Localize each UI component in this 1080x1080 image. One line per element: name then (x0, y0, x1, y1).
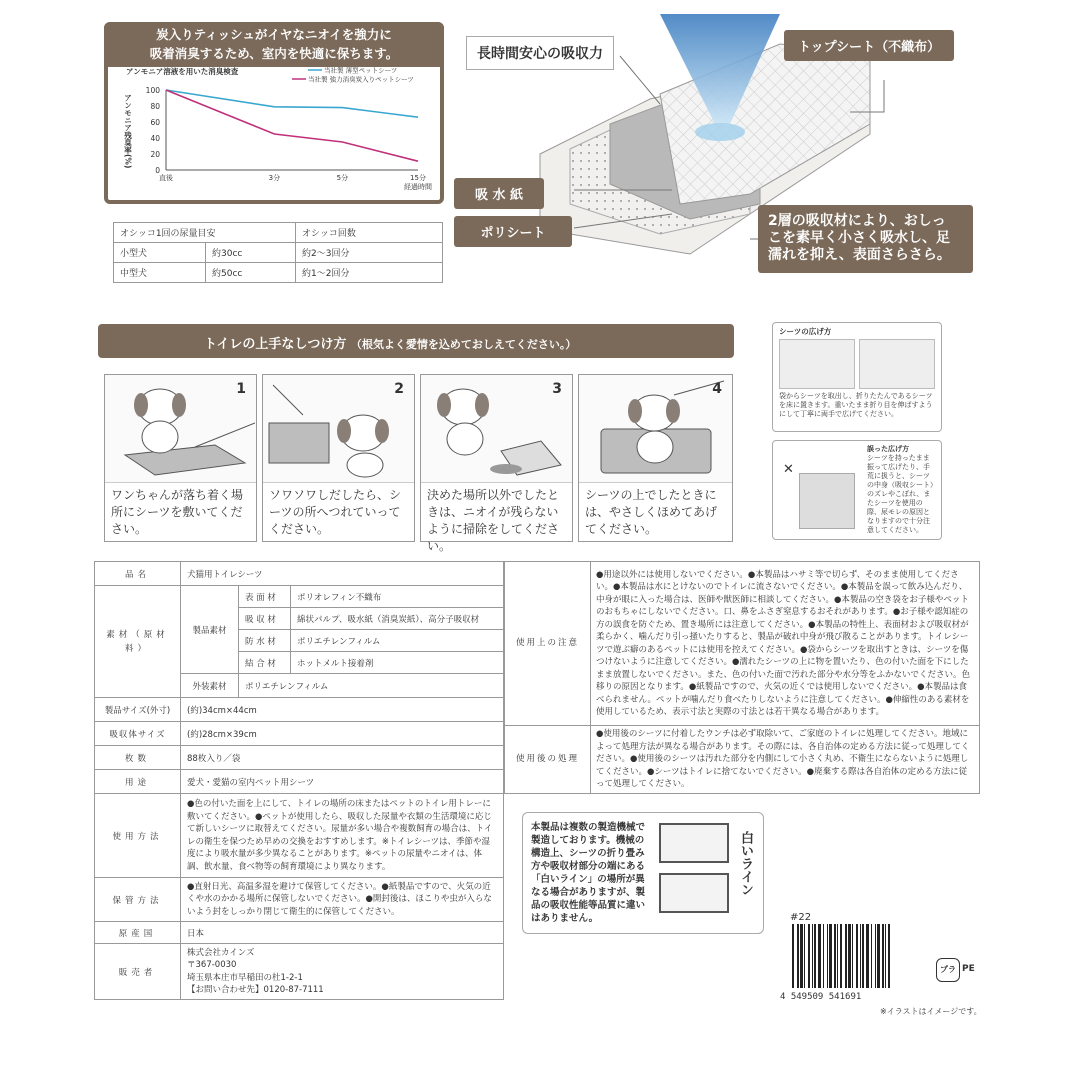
wrong-spread-guide (772, 440, 942, 540)
barcode-bar (834, 924, 836, 988)
table-row (95, 878, 504, 922)
table-row (114, 263, 443, 283)
absorbent-paper-label: 吸 水 紙 (454, 178, 544, 209)
spec-value: 犬猫用トイレシーツ (181, 562, 504, 586)
barcode-bar (860, 924, 861, 988)
seller-line: 株式会社カインズ (187, 947, 255, 958)
wrong-title: 誤った広げ方 (867, 445, 909, 453)
two-layer-line1: 2層の吸収材により、おしっ (768, 213, 946, 229)
absorb-label: 長時間安心の吸収力 (466, 36, 614, 70)
material-label: 結 合 材 (239, 652, 291, 674)
dog-illustration-icon (579, 375, 729, 481)
top-sheet-label: トップシート（不織布） (784, 30, 954, 61)
barcode-bar (888, 924, 890, 988)
spread-title: シーツの広げ方 (779, 327, 832, 336)
table-row (505, 726, 980, 794)
table-row (95, 586, 504, 608)
spec-value: 88枚入り／袋 (181, 746, 504, 770)
barcode-bar (804, 924, 805, 988)
material-label: 表 面 材 (239, 586, 291, 608)
barcode-bar (829, 924, 832, 988)
notes-label: 使用上の注意 (505, 562, 591, 726)
dog-illustration-icon (421, 375, 571, 481)
barcode-bar (840, 924, 842, 988)
spec-label: 原産国 (95, 922, 181, 944)
material-value: ポリオレフィン不織布 (291, 586, 504, 608)
barcode-bar (875, 924, 876, 988)
sheet-icon (659, 873, 729, 913)
barcode-bar (812, 924, 813, 988)
spread-text: 袋からシーツを取出し、折りたたんであるシーツを床に置きます。重いたまま折り目を伸ばすようにして丁寧に両手で広げてください。 (779, 392, 933, 418)
x-tick-label: 15分 (410, 174, 426, 182)
sheet-icon (659, 823, 729, 863)
barcode-icon (790, 924, 892, 990)
urine-cell: 小型犬 (114, 243, 206, 263)
two-layer-line2: こを素早く小さく吸水し、足 (768, 230, 950, 246)
spec-value: ●色の付いた面を上にして、トイレの場所の床またはペットのトイレ用トレーに敷いてください。●ペットが使用したら、吸収した尿量や衣類の生活環境に応じて新しいシーツに取替えてください。尿量が多い場合や複数飼育の場合は、トイレの衛生を保つため早めの交換をおすすめします。※トイレシーツは、季節や湿度により吸水量が多少異なることがあります。※ペットの尿量やニオイは、体調、飲水量、食べ物等の飼育環境により異なります。 (181, 794, 504, 878)
step-text: ワンちゃんが落ち着く場所にシーツを敷いてください。 (111, 488, 244, 536)
barcode-bar (852, 924, 853, 988)
y-tick-label: 80 (150, 102, 160, 111)
spec-value: ●直射日光、高温多湿を避けて保管してください。●紙製品ですので、火気の近くや水のかかる場所に保管しないでください。●開封後は、ほこりや虫が入らないよう封をしっかり閉じて衛生的に保管してください。 (181, 878, 504, 922)
training-step-3 (420, 374, 573, 553)
material-value: ポリエチレンフィルム (291, 630, 504, 652)
barcode-bar (800, 924, 803, 988)
table-row (95, 770, 504, 794)
urine-header-count: オシッコ回数 (296, 223, 443, 243)
table-row (95, 698, 504, 722)
barcode-bar (797, 924, 799, 988)
seller-line: 埼玉県本庄市早稲田の杜1-2-1 (187, 972, 303, 983)
notes-label: 使用後の処理 (505, 726, 591, 794)
dog-illustration-icon (263, 375, 413, 481)
barcode-number: 4 549509 541691 (780, 992, 862, 1002)
deodorant-chart (108, 60, 440, 200)
wrong-illustration-icon (799, 473, 855, 529)
step-text: 決めた場所以外でしたときは、ニオイが残らないように掃除をしてください。 (427, 488, 560, 553)
white-line-text: 本製品は複数の製造機械で製造しております。機械の構造上、シーツの折り畳み方や吸収材部分の端にある「白いライン」の場所が異なる場合がありますが、製品の吸収性能等品質に違いはありません。 (531, 822, 646, 924)
notes-table (504, 561, 980, 794)
spec-value: (約)28cm×39cm (181, 722, 504, 746)
urine-cell: 中型犬 (114, 263, 206, 283)
recycle-label: PE (962, 964, 975, 974)
material-value: 綿状パルプ、吸水紙（消臭炭紙）、高分子吸収材 (291, 608, 504, 630)
barcode-bar (866, 924, 869, 988)
urine-cell: 約50cc (206, 263, 296, 283)
barcode-bar (808, 924, 810, 988)
x-axis-suffix: 経過時間 (404, 183, 432, 191)
legend-entry: 当社製 薄型ペットシーツ (324, 66, 398, 75)
spec-label: 保管方法 (95, 878, 181, 922)
urine-cell: 約1〜2回分 (296, 263, 443, 283)
training-title-main: トイレの上手なしつけ方 (204, 337, 347, 352)
spec-value: 日本 (181, 922, 504, 944)
barcode-bar (818, 924, 821, 988)
spread-guide (772, 322, 942, 432)
dog-illustration-icon (105, 375, 255, 481)
material-value: ホットメルト接着剤 (291, 652, 504, 674)
urine-header-amount: オシッコ1回の尿量目安 (114, 223, 296, 243)
chart-title: アンモニア溶液を用いた消臭検査 (126, 67, 239, 76)
chart-banner-line1: 炭入りティッシュがイヤなニオイを強力に (156, 27, 392, 42)
table-row (95, 722, 504, 746)
spec-label: 素材（原材料） (95, 586, 181, 698)
y-tick-label: 40 (150, 134, 160, 143)
spec-label: 用途 (95, 770, 181, 794)
step-number: 2 (394, 381, 404, 397)
barcode-bar (827, 924, 828, 988)
barcode-bar (792, 924, 794, 988)
y-tick-label: 0 (155, 166, 160, 175)
product-code: #22 (790, 912, 812, 923)
training-step-2 (262, 374, 415, 542)
spec-label: 使用方法 (95, 794, 181, 878)
y-tick-label: 20 (150, 150, 160, 159)
y-tick-label: 100 (145, 86, 160, 95)
y-tick-label: 60 (150, 118, 160, 127)
step-illustration (105, 375, 256, 483)
training-subtitle: （根気よく愛情を込めておしえてください。） (350, 338, 577, 351)
spec-label: 吸収体サイズ (95, 722, 181, 746)
spec-value: ポリエチレンフィルム (239, 674, 504, 698)
barcode-bar (848, 924, 851, 988)
step-number: 4 (712, 381, 722, 397)
training-step-1 (104, 374, 257, 542)
barcode-bar (856, 924, 858, 988)
x-tick-label: 3分 (268, 174, 281, 182)
step-number: 3 (552, 381, 562, 397)
two-layer-box (758, 205, 973, 273)
step-text: シーツの上でしたときには、やさしくほめてあげてください。 (585, 488, 718, 536)
barcode-bar (862, 924, 864, 988)
barcode-bar (814, 924, 816, 988)
table-row (95, 562, 504, 586)
table-row (114, 243, 443, 263)
wrong-mark: ✕ (783, 462, 794, 477)
step-number: 1 (236, 381, 246, 397)
chart-banner-line2: 吸着消臭するため、室内を快適に保ちます。 (149, 46, 399, 61)
y-axis-label: アンモニア残臭率(%) (123, 94, 133, 169)
series-line (166, 90, 418, 117)
step-illustration (579, 375, 732, 483)
step-text: ソワソワしだしたら、シーツの所へつれていってください。 (269, 488, 402, 536)
barcode-bar (823, 924, 824, 988)
step-illustration (421, 375, 572, 483)
table-row (95, 746, 504, 770)
material-label: 防 水 材 (239, 630, 291, 652)
seller-line: 【お問い合わせ先】0120-87-7111 (187, 985, 324, 995)
spec-label: 製品サイズ(外寸) (95, 698, 181, 722)
spec-value: 愛犬・愛猫の室内ペット用シーツ (181, 770, 504, 794)
x-tick-label: 直後 (159, 174, 173, 182)
spec-label: 販売者 (95, 944, 181, 1000)
barcode-bar (882, 924, 884, 988)
barcode-bar (871, 924, 872, 988)
spec-label: 枚数 (95, 746, 181, 770)
image-note: ※イラストはイメージです。 (880, 1007, 982, 1016)
poly-sheet-label: ポリシート (454, 216, 572, 247)
spec-label: 品名 (95, 562, 181, 586)
urine-cell: 約30cc (206, 243, 296, 263)
urine-table (113, 222, 443, 283)
two-layer-line3: 濡れを抑え、表面さらさら。 (768, 247, 951, 263)
training-step-4 (578, 374, 733, 542)
material-label: 吸 収 材 (239, 608, 291, 630)
white-line-box (522, 812, 764, 934)
legend-entry: 当社製 強力消臭炭入りペットシーツ (308, 75, 414, 84)
table-row (95, 794, 504, 878)
spec-value (181, 944, 504, 1000)
notes-value: ●用途以外には使用しないでください。●本製品はハサミ等で切らず、そのまま使用してください。●本製品は水にとけないのでトイレに流さないでください。●本製品を誤って飲み込んだり、中身が眼に入った場合は、医師や獣医師に相談してください。●本製品の空き袋をお子様やペットのおもちゃにしないでください。口、鼻をふさぎ窒息するおそれがあります。●お子様や認知症の方の誤食を防ぐため、置き場所には注意してください。●本製品の特性上、表面材および吸収材が柔らかく、噛んだり引っ掻いたりすると、製品が破れ中身が飛び散ることがあります。トイレシーツで遊ぶ癖のあるペットには使用を控えてください。●袋からシーツを取出すときは、シーツを傷つけないように注意してください。●濡れたシーツの上に物を置いたり、色の付いた面を下にしたまま放置しないでください。また、色の付いた面で汚れた部分や水分等をふかないでください。色移りの原因となります。●紙製品ですので、火気の近くでは使用しないでください。●本製品は食べられません。ペットが噛んだり食べたりしないように注意してください。●伸縮性のある素材を使用しているため、表示寸法と実際の寸法とは若干異なる場合があります。 (591, 562, 980, 726)
spec-value: (約)34cm×44cm (181, 698, 504, 722)
barcode-bar (845, 924, 847, 988)
seller-line: 〒367-0030 (187, 960, 237, 970)
series-line (166, 90, 418, 161)
table-row (95, 944, 504, 1000)
urine-cell: 約2〜3回分 (296, 243, 443, 263)
x-tick-label: 5分 (336, 174, 349, 182)
spec-table (94, 561, 504, 1000)
spec-sublabel: 外装素材 (181, 674, 239, 698)
barcode-bar (885, 924, 886, 988)
barcode-bar (877, 924, 880, 988)
barcode-bar (837, 924, 838, 988)
spread-illustration-icon (859, 339, 935, 389)
wrong-text: シーツを持ったまま振って広げたり、手荒に扱うと、シーツの中身（吸収シート）のズレやこぼれ、またシーツを使用の際、尿モレの原因となりますので十分注意してください。 (867, 454, 934, 534)
step-illustration (263, 375, 414, 483)
white-line-label: 白いライン (738, 831, 753, 896)
spread-illustration-icon (779, 339, 855, 389)
table-row (95, 922, 504, 944)
table-row (505, 562, 980, 726)
recycle-icon: プラ (936, 958, 960, 982)
notes-value: ●使用後のシーツに付着したウンチは必ず取除いて、ご家庭のトイレに処理してください。地域によって処理方法が異なる場合があります。その際には、各自治体の定める方法に従って処理してください。●使用後のシーツは汚れた部分を内側にして小さく丸め、不衛生にならないように処理してください。●シーツはトイレに捨てないでください。●廃棄する際は各自治体の定める方法に従って処理してください。 (591, 726, 980, 794)
spec-sublabel: 製品素材 (181, 586, 239, 674)
training-title (98, 324, 734, 358)
